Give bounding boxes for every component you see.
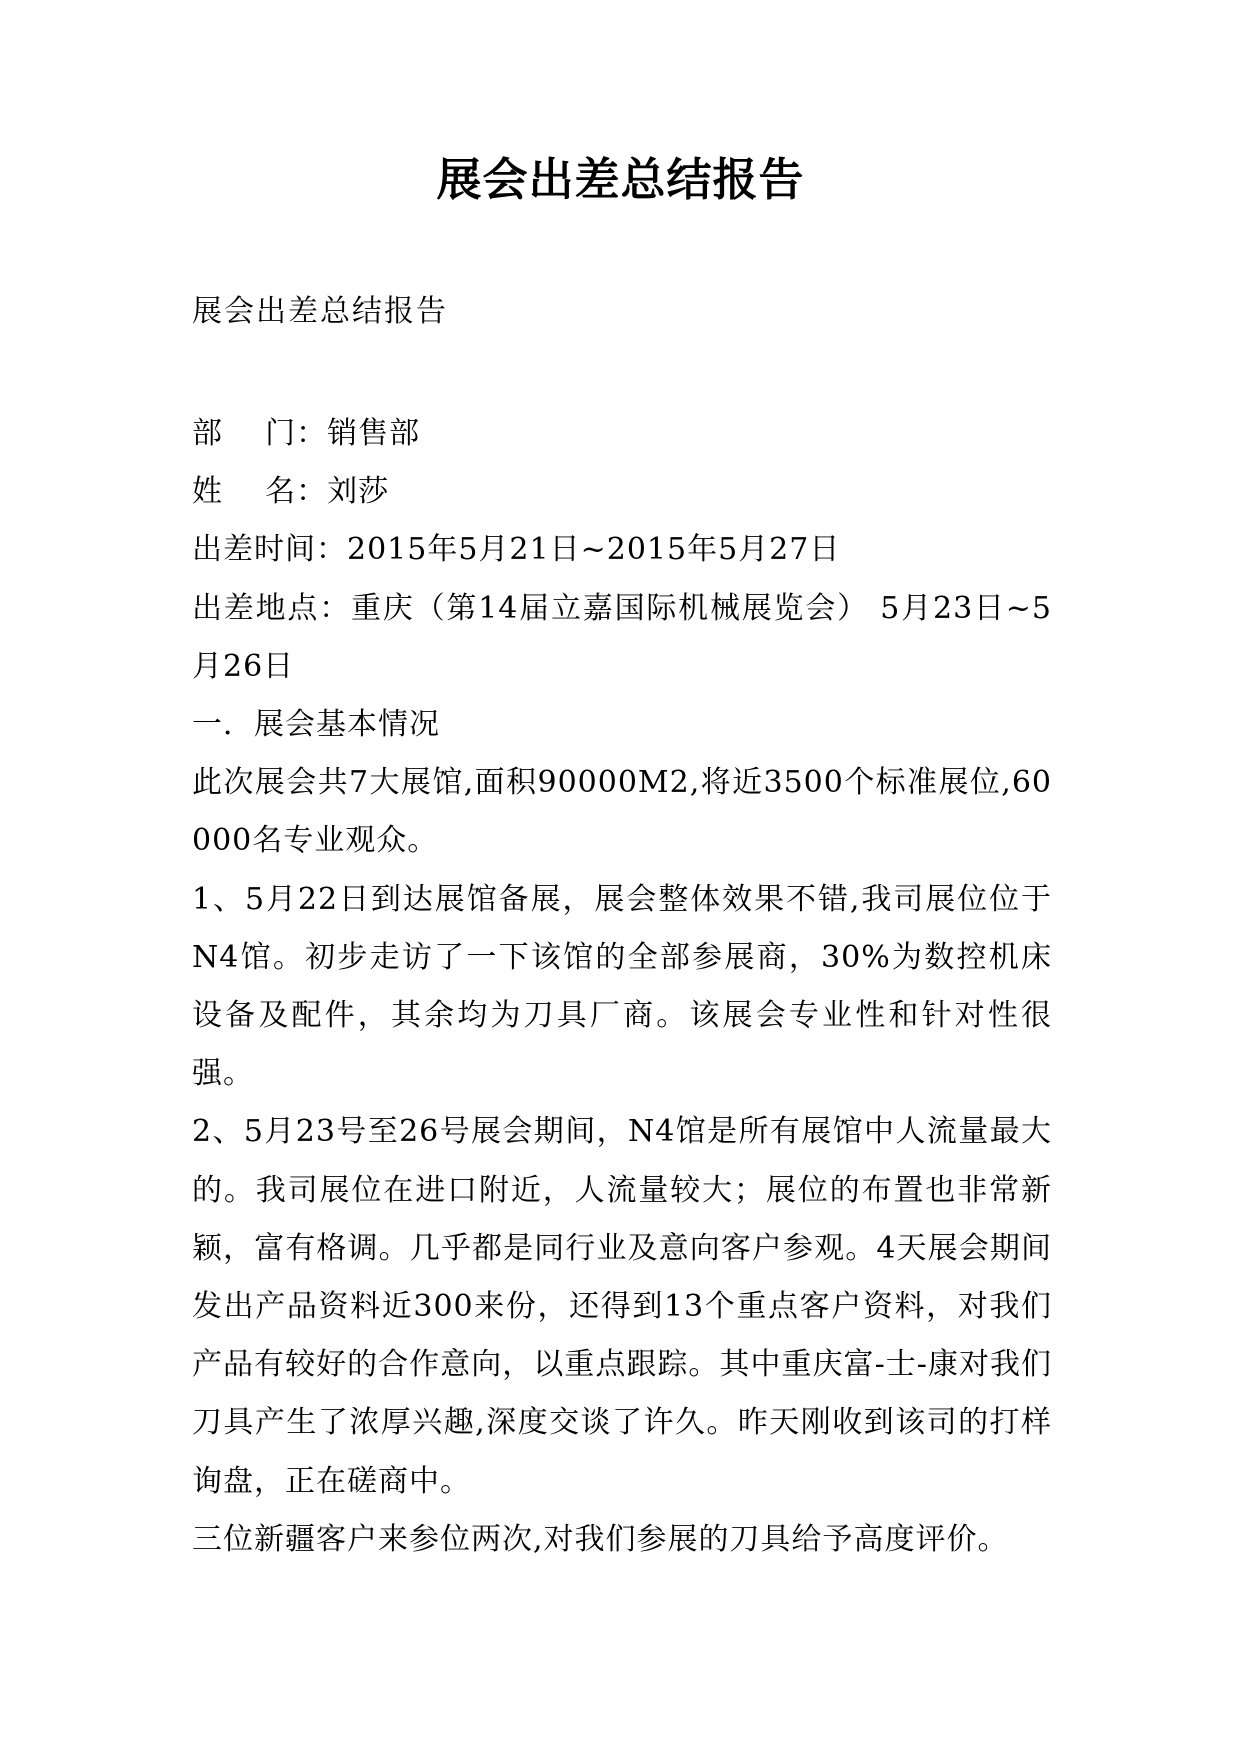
paragraph-exhibition: 2、5月23号至26号展会期间，N4馆是所有展馆中人流量最大的。我司展位在进口附近，人流量较大；展位的布置也非常新颖，富有格调。几乎都是同行业及意向客户参观。4天展会期间发出产品资料近300来份，还得到13个重点客户资料，对我们产品有较好的合作意向，以重点跟踪。其中重庆富-士-康对我们刀具产生了浓厚兴趣,深度交谈了许久。昨天刚收到该司的打样询盘，正在磋商中。 xyxy=(192,1114,1052,1499)
travel-time-line: 出差时间：2015年5月21日~2015年5月27日 xyxy=(192,532,841,568)
travel-location-line: 出差地点：重庆（第14届立嘉国际机械展览会） 5月23日~5月26日 xyxy=(192,590,1052,684)
department-line: 部 门：销售部 xyxy=(192,416,421,451)
document-subtitle: 展会出差总结报告 xyxy=(192,294,448,329)
paragraph-arrival: 1、5月22日到达展馆备展，展会整体效果不错,我司展位位于N4馆。初步走访了一下该馆的全部参展商，30%为数控机床设备及配件，其余均为刀具厂商。该展会专业性和针对性很强。 xyxy=(192,881,1052,1092)
paragraph-overview: 此次展会共7大展馆,面积90000M2,将近3500个标准展位,60000名专业观众。 xyxy=(192,765,1052,859)
document-title: 展会出差总结报告 xyxy=(436,153,805,206)
name-line: 姓 名：刘莎 xyxy=(192,474,390,510)
paragraph-xinjiang: 三位新疆客户来参位两次,对我们参展的刀具给予高度评价。 xyxy=(192,1521,1009,1557)
section-heading: 一．展会基本情况 xyxy=(192,707,440,743)
document-body xyxy=(192,405,1052,1569)
